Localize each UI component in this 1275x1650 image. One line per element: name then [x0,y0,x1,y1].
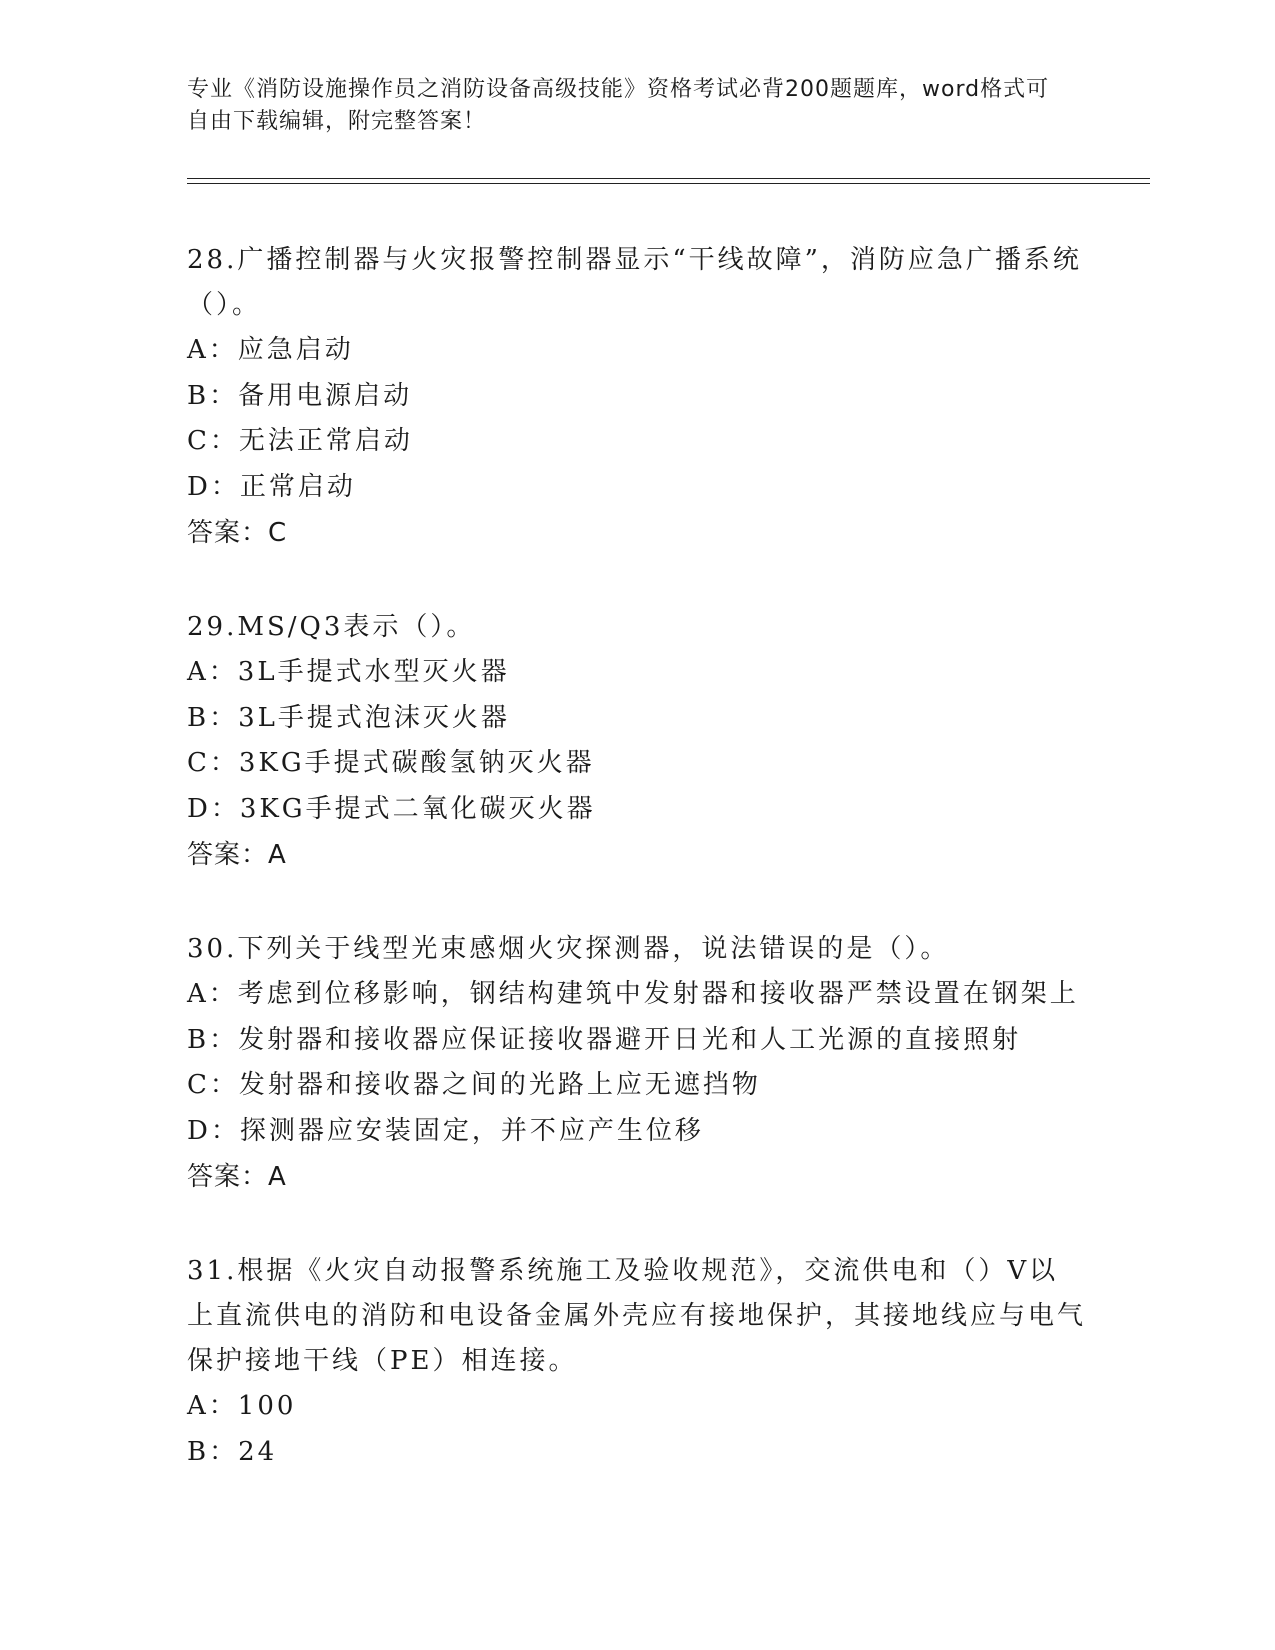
header-divider-top [187,178,1150,179]
header-divider-bottom [187,183,1150,184]
option-b: B：24 [187,1436,278,1467]
answer-line: 答案：A [187,840,287,870]
question-list [187,238,1087,1524]
question-block [187,605,1087,878]
option-c: C：发射器和接收器之间的光路上应无遮挡物 [187,1070,761,1100]
option-a: A：100 [187,1391,297,1421]
document-intro: 专业《消防设施操作员之消防设备高级技能》资格考试必背200题题库，word格式可自由下载编辑，附完整答案！ [187,77,1050,134]
option-b: B：备用电源启动 [187,380,413,411]
option-a: A：应急启动 [187,335,354,365]
question-block [187,1249,1087,1475]
answer-line: 答案：C [187,518,288,548]
answer-line: 答案：A [187,1162,287,1192]
option-b: B：3L手提式泡沫灭火器 [187,702,510,733]
option-c: C：3KG手提式碳酸氢钠灭火器 [187,748,595,778]
option-a: A：3L手提式水型灭火器 [187,657,510,687]
option-d: D：3KG手提式二氧化碳灭火器 [187,793,596,824]
question-block [187,927,1087,1200]
option-a: A：考虑到位移影响，钢结构建筑中发射器和接收器严禁设置在钢架上 [187,979,1079,1009]
option-d: D：探测器应安装固定，并不应产生位移 [187,1115,704,1146]
question-stem: 30.下列关于线型光束感烟火灾探测器，说法错误的是（）。 [187,934,950,964]
question-stem: 31.根据《火灾自动报警系统施工及验收规范》，交流供电和（）V以上直流供电的消防和电设备金属外壳应有接地保护，其接地线应与电气保护接地干线（PE）相连接。 [187,1256,1087,1376]
option-d: D：正常启动 [187,471,356,502]
question-stem: 28.广播控制器与火灾报警控制器显示“干线故障”，消防应急广播系统（）。 [187,245,1082,320]
option-b: B：发射器和接收器应保证接收器避开日光和人工光源的直接照射 [187,1024,1022,1055]
question-stem: 29.MS/Q3表示（）。 [187,612,476,642]
option-c: C：无法正常启动 [187,426,413,456]
question-block [187,238,1087,556]
